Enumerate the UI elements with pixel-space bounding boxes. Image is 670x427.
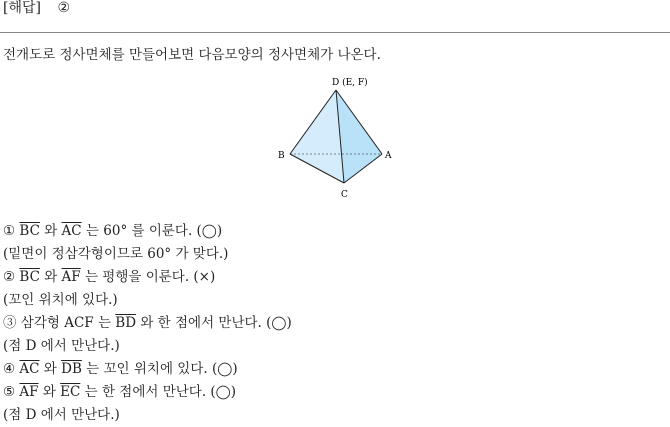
tetrahedron-svg bbox=[270, 70, 400, 202]
segment: $\overline{BC}$ bbox=[19, 269, 40, 285]
label-c: C bbox=[341, 190, 348, 200]
list-item: (밑면이 정삼각형이므로 60° 가 맞다.) bbox=[3, 246, 229, 262]
list-item: (꼬인 위치에 있다.) bbox=[3, 292, 118, 308]
list-item: ⑤ $\overline{AF}$ 와 $\overline{EC}$ 는 한 점에서 만난다. (◯) bbox=[3, 384, 237, 400]
label-a: A bbox=[385, 151, 392, 161]
segment: $\overline{AF}$ bbox=[19, 384, 39, 400]
label-b: B bbox=[278, 151, 285, 161]
segment: $\overline{AC}$ bbox=[61, 223, 82, 239]
segment: $\overline{AC}$ bbox=[19, 361, 40, 377]
list-item: ④ $\overline{AC}$ 와 $\overline{DB}$ 는 꼬인 위치에 있다. (◯) bbox=[3, 361, 238, 377]
segment: $\overline{BD}$ bbox=[115, 315, 137, 331]
divider bbox=[0, 32, 670, 33]
answer-header bbox=[3, 0, 70, 18]
list-item: ② $\overline{BC}$ 와 $\overline{AF}$ 는 평행을 이룬다. (×) bbox=[3, 269, 216, 285]
label-top: D (E, F) bbox=[332, 78, 368, 88]
segment: $\overline{DB}$ bbox=[61, 361, 82, 377]
list-item: (점 D 에서 만난다.) bbox=[3, 407, 120, 423]
segment: $\overline{BC}$ bbox=[19, 223, 40, 239]
answer-number: ② bbox=[57, 0, 70, 16]
tetrahedron-figure bbox=[270, 70, 400, 202]
list-item: ③ 삼각형 ACF 는 $\overline{BD}$ 와 한 점에서 만난다. (◯) bbox=[3, 315, 292, 331]
list-item: (점 D 에서 만난다.) bbox=[3, 338, 120, 354]
answer-label: [해답] bbox=[3, 0, 41, 16]
explanation-list bbox=[3, 220, 292, 427]
intro-text: 전개도로 정사면체를 만들어보면 다음모양의 정사면체가 나온다. bbox=[3, 47, 381, 63]
segment: $\overline{AF}$ bbox=[61, 269, 81, 285]
segment: $\overline{EC}$ bbox=[60, 384, 81, 400]
list-item: ① $\overline{BC}$ 와 $\overline{AC}$ 는 60° 를 이룬다. (◯) bbox=[3, 223, 223, 239]
